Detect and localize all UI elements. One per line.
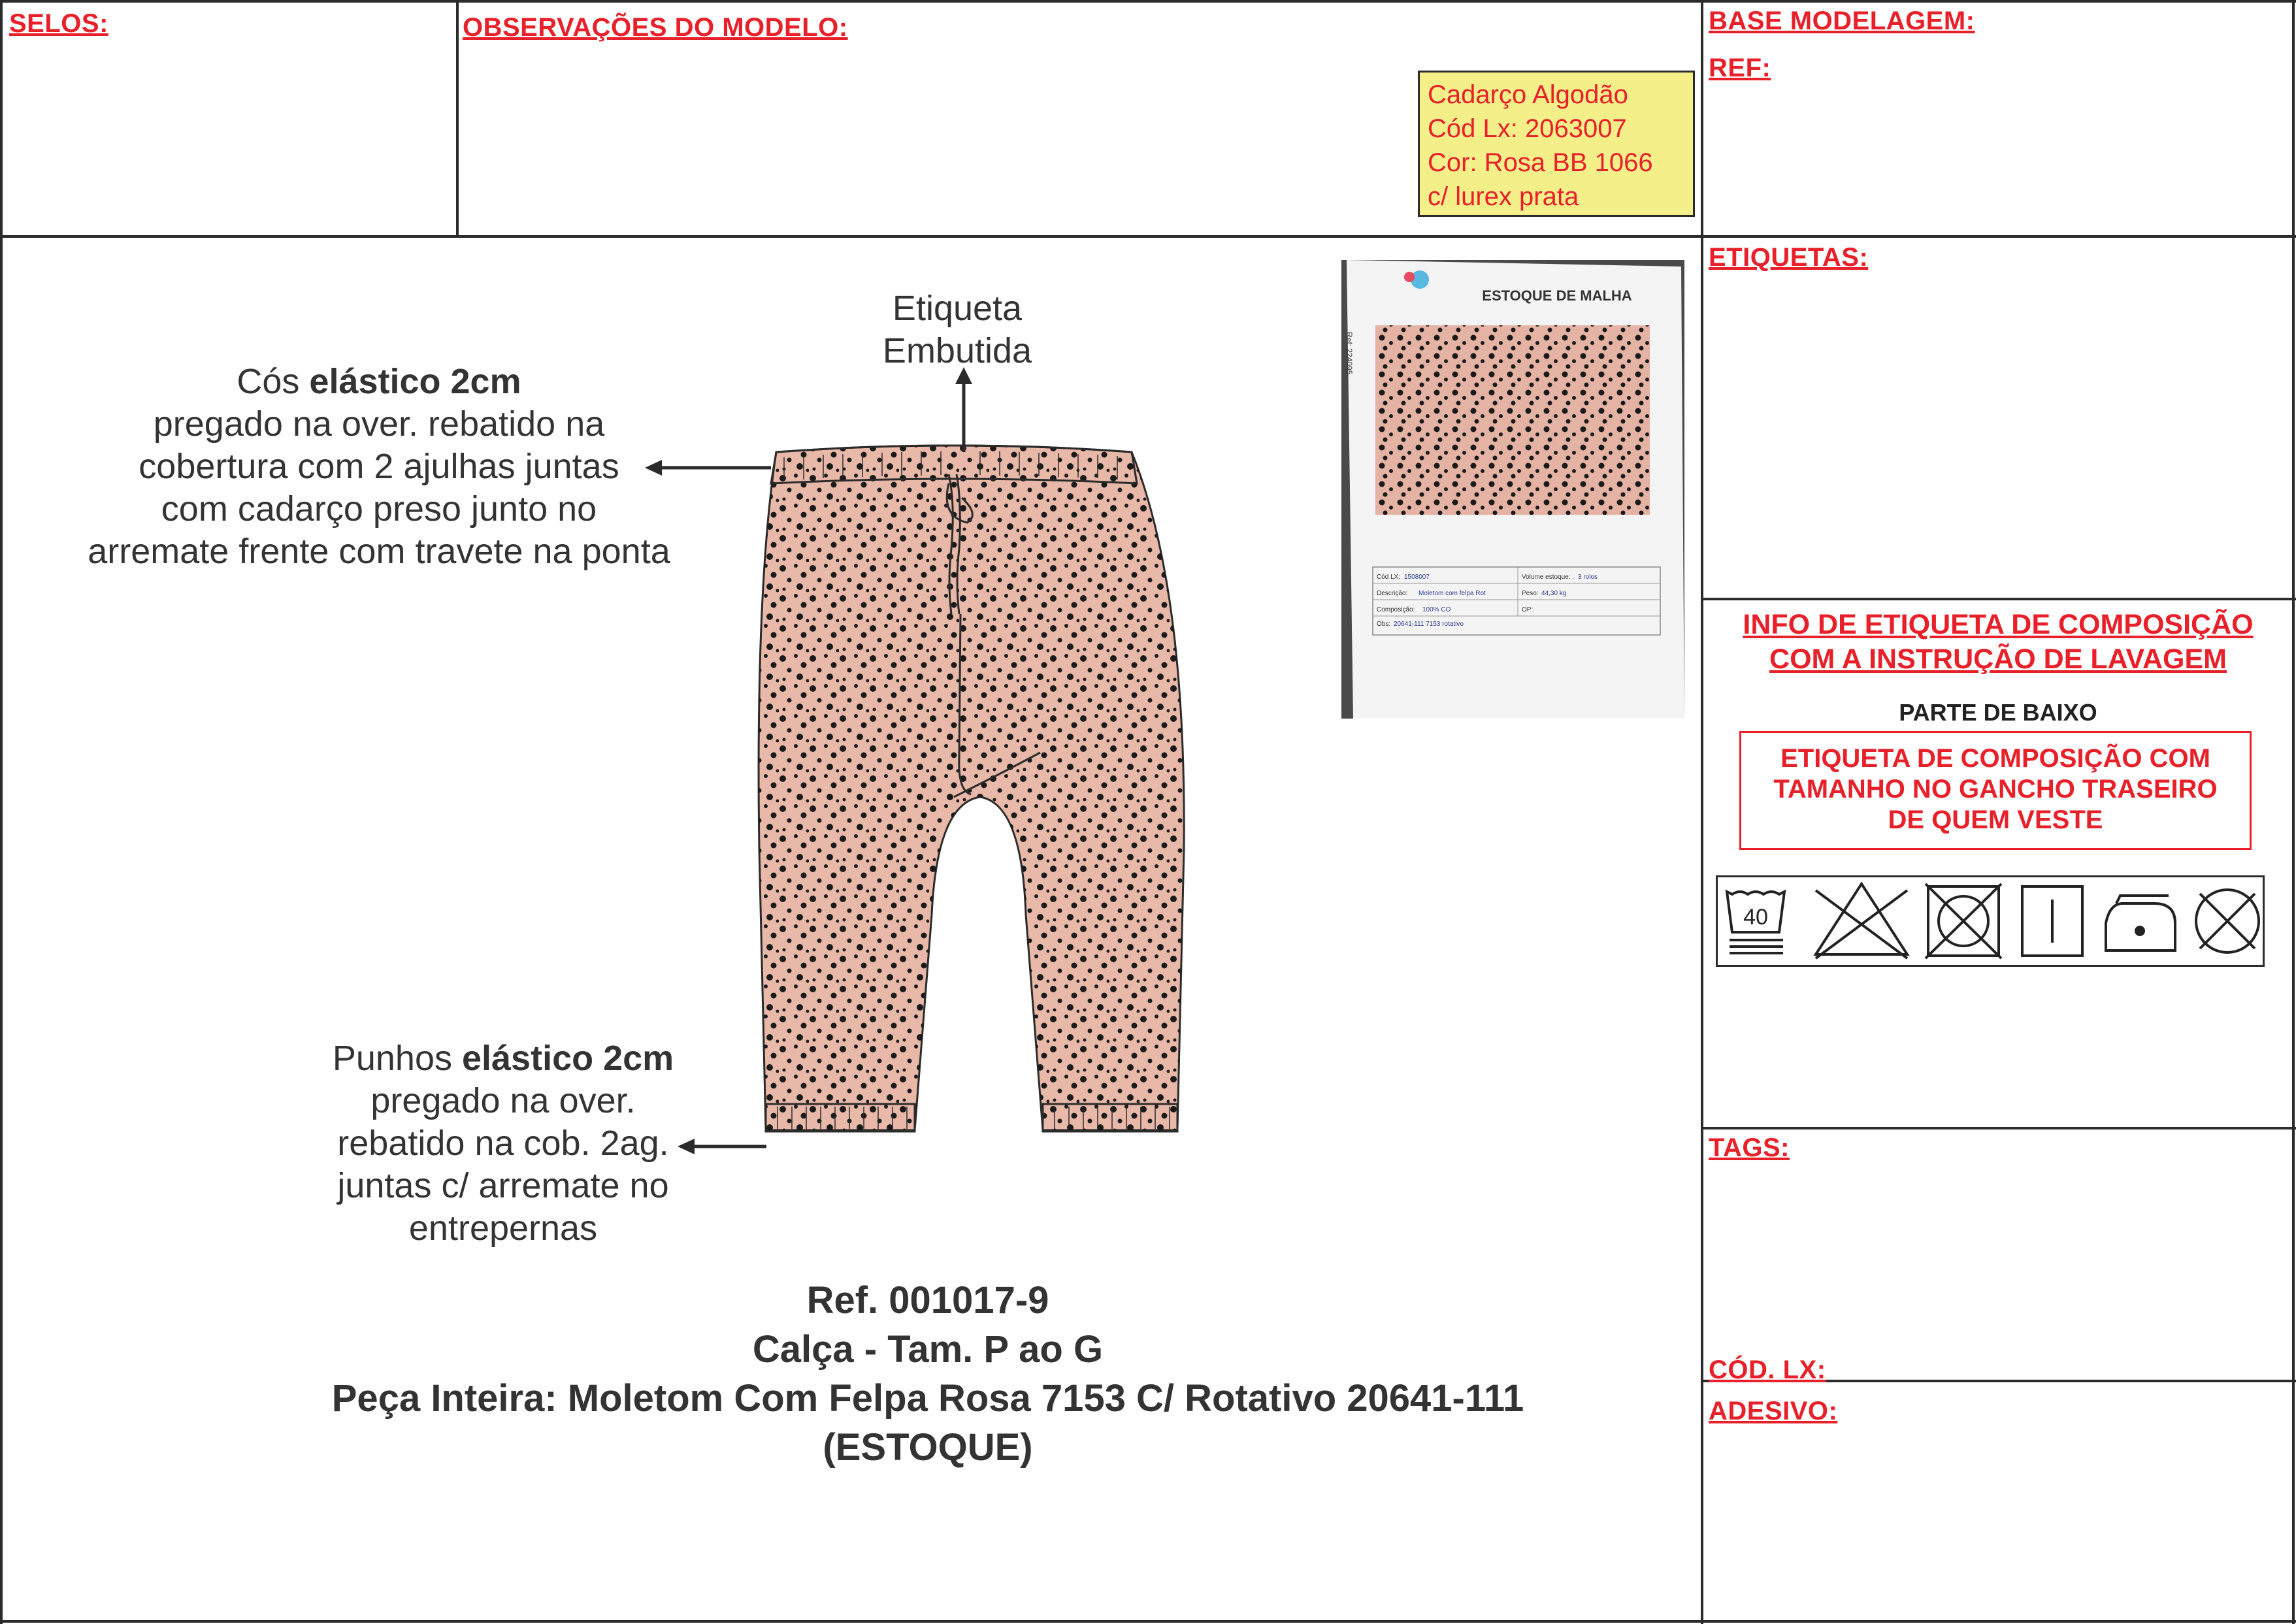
adesivo-label: ADESIVO: bbox=[1709, 1397, 1838, 1425]
etiquetas-label: ETIQUETAS: bbox=[1709, 243, 1869, 272]
header-divider bbox=[0, 235, 2296, 238]
waist-callout bbox=[26, 361, 732, 573]
base-modelagem-label: BASE MODELAGEM: bbox=[1709, 7, 1975, 35]
trim-note-line: c/ lurex prata bbox=[1428, 182, 1579, 211]
product-title-block bbox=[196, 1276, 1660, 1472]
waist-callout-title: Cós elástico 2cm bbox=[237, 362, 521, 401]
photo-field-label: OP: bbox=[1522, 606, 1533, 613]
trim-note-line: Cód Lx: 2063007 bbox=[1428, 114, 1627, 143]
label-callout bbox=[856, 287, 1058, 372]
info-title bbox=[1704, 608, 2292, 677]
photo-title: ESTOQUE DE MALHA bbox=[1482, 287, 1632, 304]
ref-label: REF: bbox=[1709, 54, 1771, 82]
parte-de-baixo: PARTE DE BAIXO bbox=[1899, 699, 2097, 726]
no-dry-clean-icon bbox=[2196, 890, 2259, 952]
frame-left bbox=[0, 0, 3, 1624]
photo-field-label: Cód LX: bbox=[1377, 574, 1401, 581]
cuff-callout bbox=[274, 1037, 732, 1250]
frame-top bbox=[0, 0, 2296, 3]
wash-instructions bbox=[1716, 875, 2265, 967]
photo-field-label: Composição: bbox=[1377, 606, 1415, 613]
label-callout-line: Embutida bbox=[882, 331, 1032, 370]
product-name: Calça - Tam. P ao G bbox=[752, 1328, 1104, 1371]
trim-note bbox=[1418, 71, 1695, 217]
pants-drawing bbox=[719, 353, 1228, 1176]
waist-callout-line: pregado na over. rebatido na bbox=[153, 404, 605, 444]
tags-label: TAGS: bbox=[1709, 1133, 1790, 1162]
photo-field-value: 20641-111 7153 rotativo bbox=[1394, 621, 1464, 628]
product-ref: Ref. 001017-9 bbox=[806, 1279, 1049, 1322]
fabric-stock-photo bbox=[1341, 260, 1684, 719]
waist-callout-line: cobertura com 2 ajulhas juntas bbox=[139, 447, 619, 486]
no-bleach-icon bbox=[1816, 884, 1907, 958]
observacoes-label: OBSERVAÇÕES DO MODELO: bbox=[463, 13, 848, 42]
photo-field-value: 44,30 kg bbox=[1541, 590, 1567, 597]
selos-label: SELOS: bbox=[9, 9, 108, 38]
photo-field-value: 1508007 bbox=[1404, 574, 1430, 581]
waist-callout-line: arremate frente com travete na ponta bbox=[88, 532, 670, 571]
frame-bottom bbox=[0, 1620, 2296, 1623]
photo-field-value: Moletom com felpa Rot bbox=[1419, 590, 1486, 597]
iron-low-icon bbox=[2106, 896, 2175, 950]
info-divider bbox=[1701, 598, 2296, 600]
photo-field-value: 100% CO bbox=[1422, 606, 1451, 613]
tags-divider bbox=[1701, 1127, 2296, 1129]
wash-40-icon bbox=[1727, 892, 1784, 953]
photo-field-label: Obs: bbox=[1377, 621, 1391, 628]
cod-lx-label: CÓD. LX: bbox=[1709, 1356, 1826, 1384]
composition-line: DE QUEM VESTE bbox=[1888, 805, 2103, 834]
cuff-callout-title: Punhos elástico 2cm bbox=[332, 1039, 674, 1078]
product-origin: (ESTOQUE) bbox=[823, 1426, 1033, 1469]
product-material: Peça Inteira: Moletom Com Felpa Rosa 7153 C/ Rotativo 20641-111 bbox=[331, 1377, 1524, 1420]
trim-note-line: Cor: Rosa BB 1066 bbox=[1428, 148, 1653, 177]
composition-line: ETIQUETA DE COMPOSIÇÃO COM bbox=[1780, 744, 2210, 773]
line-dry-icon bbox=[2022, 886, 2082, 956]
photo-field-label: Descrição: bbox=[1377, 590, 1408, 597]
label-arrow bbox=[947, 366, 980, 457]
trim-note-line: Cadarço Algodão bbox=[1428, 80, 1628, 109]
info-title-line: INFO DE ETIQUETA DE COMPOSIÇÃO bbox=[1743, 609, 2254, 640]
cuff-callout-line: juntas c/ arremate no bbox=[337, 1166, 669, 1205]
photo-field-label: Volume estoque: bbox=[1522, 574, 1571, 581]
info-title-line: COM A INSTRUÇÃO DE LAVAGEM bbox=[1769, 643, 2227, 675]
photo-field-value: 3 rolos bbox=[1578, 574, 1598, 581]
composition-label-box bbox=[1739, 731, 2252, 850]
cuff-callout-line: pregado na over. bbox=[370, 1081, 636, 1120]
photo-field-label: Peso: bbox=[1522, 590, 1539, 597]
no-tumble-dry-icon bbox=[1926, 884, 2001, 958]
waist-callout-line: com cadarço preso junto no bbox=[161, 489, 597, 528]
cuff-callout-line: entrepernas bbox=[408, 1209, 598, 1248]
wash-temp: 40 bbox=[1743, 905, 1768, 930]
photo-side-ref: Ref: 224095 bbox=[1345, 332, 1354, 375]
label-callout-line: Etiqueta bbox=[892, 289, 1023, 328]
selos-divider bbox=[456, 0, 459, 236]
composition-line: TAMANHO NO GANCHO TRASEIRO bbox=[1773, 775, 2218, 804]
cuff-callout-line: rebatido na cob. 2ag. bbox=[337, 1124, 669, 1163]
